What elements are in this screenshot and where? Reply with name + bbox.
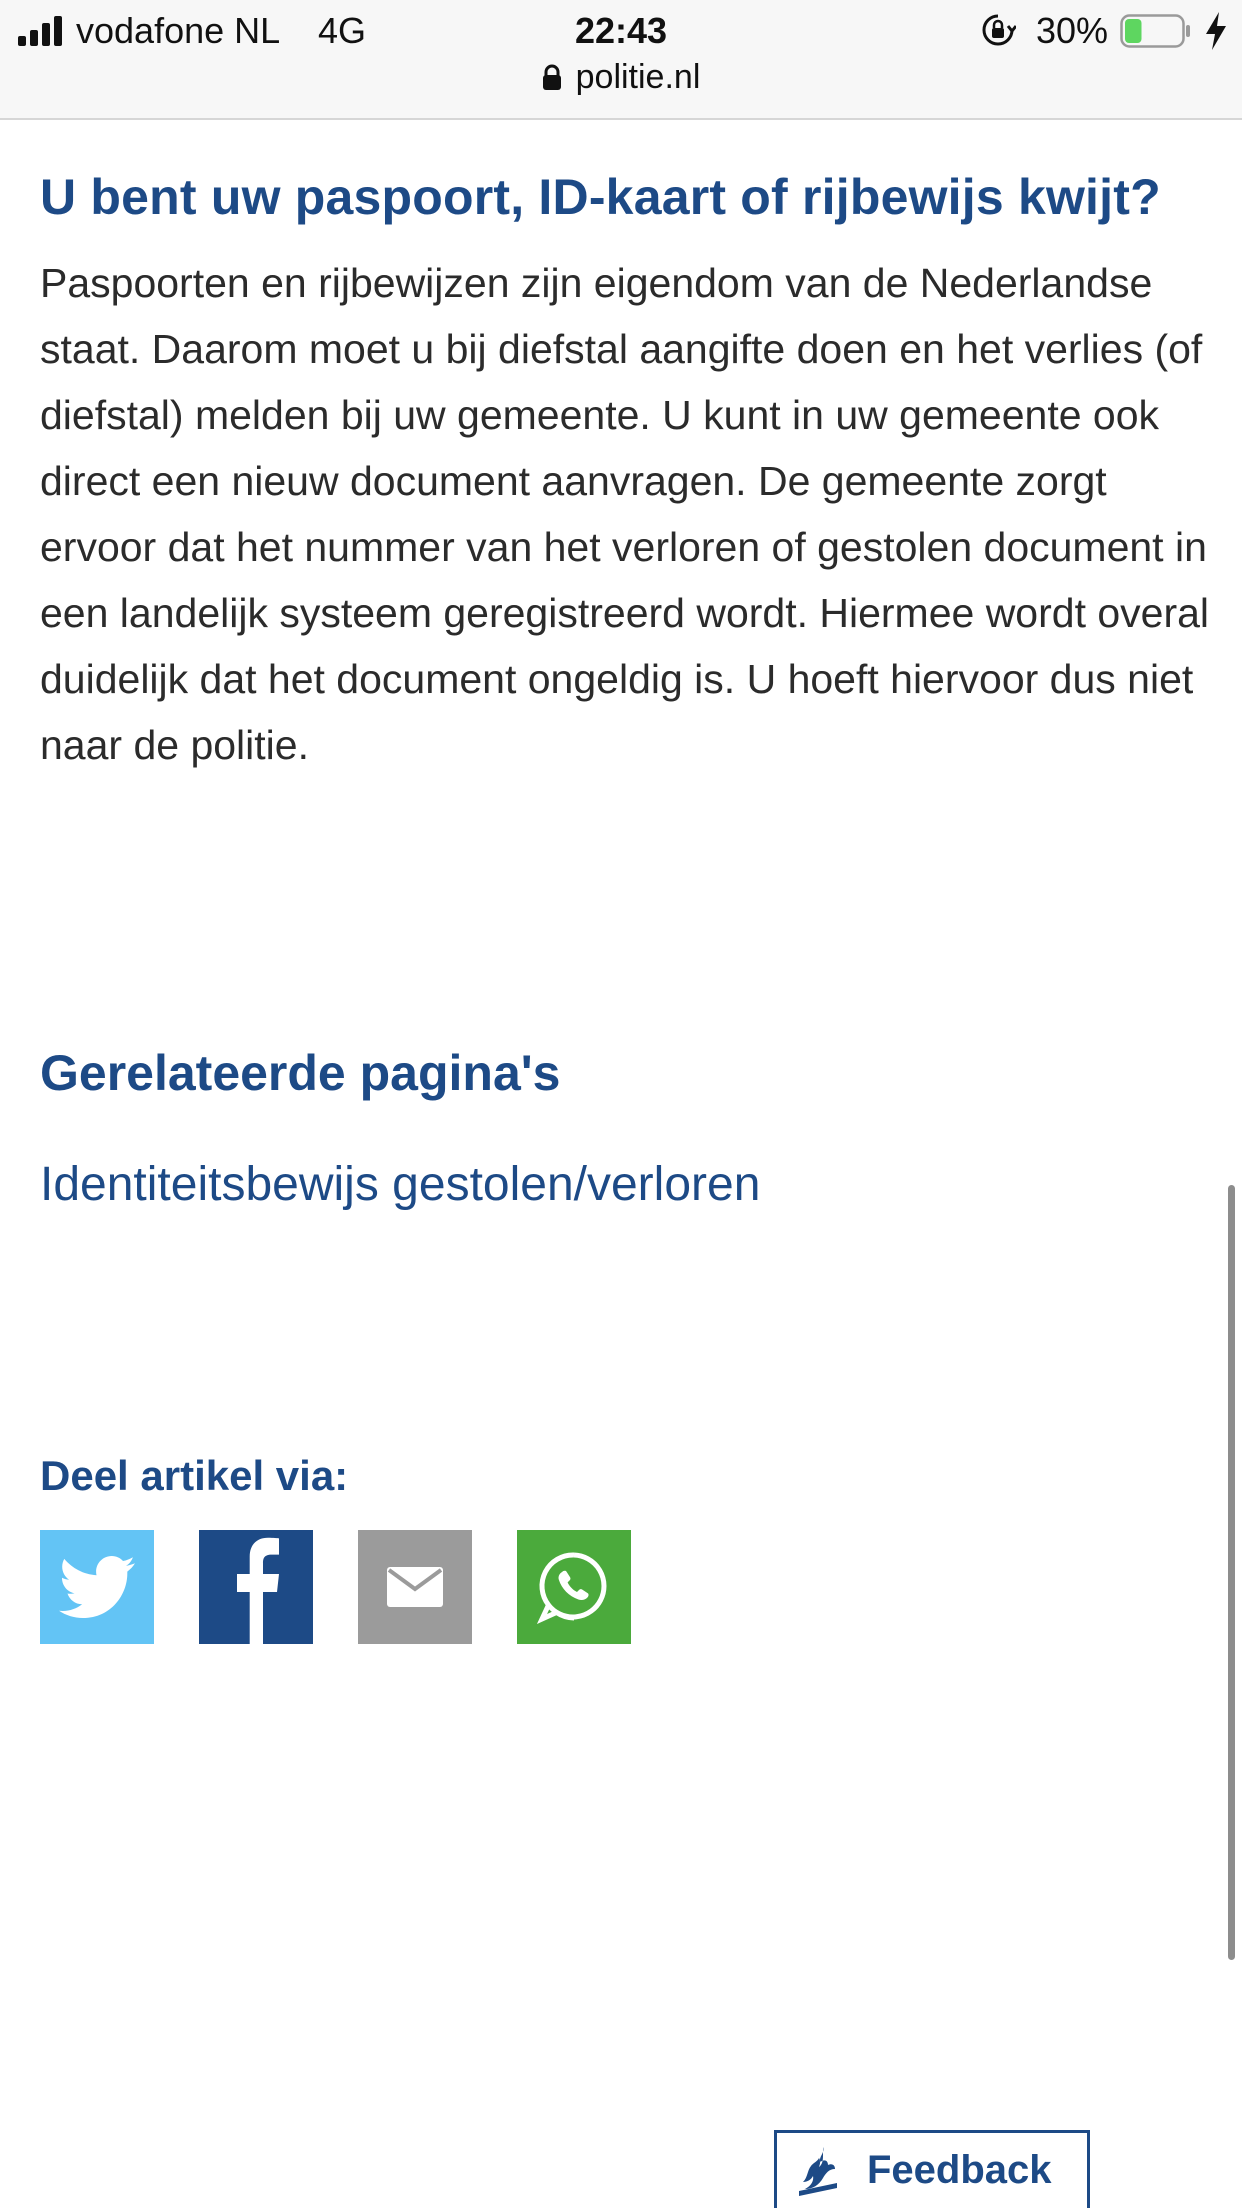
share-facebook-button[interactable] (199, 1530, 313, 1644)
battery-percent: 30% (1036, 10, 1109, 51)
share-email-button[interactable] (358, 1530, 472, 1644)
email-icon (387, 1567, 443, 1607)
related-pages-heading: Gerelateerde pagina's (40, 1045, 561, 1101)
feedback-button[interactable] (774, 2130, 1090, 2208)
rotation-lock-icon (980, 12, 1016, 48)
scrollbar[interactable] (1228, 1185, 1235, 1960)
charging-bolt-icon (1204, 12, 1228, 50)
browser-top-bar (0, 0, 1242, 120)
police-flame-icon (793, 2145, 843, 2197)
twitter-icon (59, 1556, 135, 1618)
feedback-label: Feedback (867, 2148, 1052, 2192)
battery-icon (1120, 14, 1192, 48)
article-body: Paspoorten en rijbewijzen zijn eigendom van de Nederlandse staat. Daarom moet u bij diefstal aangifte doen en het verlies (of diefstal) melden bij uw gemeente. U kunt in uw gemeente ook direct een nieuw document aanvragen. De gemeente zorgt ervoor dat het nummer van het verloren of gestolen document in een landelijk systeem geregistreerd wordt. Hiermee wordt overal duidelijk dat het document ongeldig is. U hoeft hiervoor dus niet naar de politie. (40, 260, 1210, 768)
status-bar (0, 0, 1242, 62)
whatsapp-icon (537, 1550, 611, 1624)
network-type: 4G (318, 10, 367, 51)
clock: 22:43 (574, 10, 668, 51)
share-label: Deel artikel via: (40, 1452, 349, 1499)
article (40, 160, 1210, 778)
related-link-identiteitsbewijs[interactable]: Identiteitsbewijs gestolen/verloren (40, 1158, 761, 1211)
carrier-name: vodafone NL (76, 10, 281, 51)
article-heading: U bent uw paspoort, ID-kaart of rijbewijs kwijt? (40, 169, 1161, 225)
lock-icon (542, 64, 562, 90)
facebook-icon (233, 1530, 279, 1644)
share-whatsapp-button[interactable] (517, 1530, 631, 1644)
share-twitter-button[interactable] (40, 1530, 154, 1644)
url-bar[interactable] (0, 58, 1242, 106)
url-domain: politie.nl (575, 58, 701, 96)
